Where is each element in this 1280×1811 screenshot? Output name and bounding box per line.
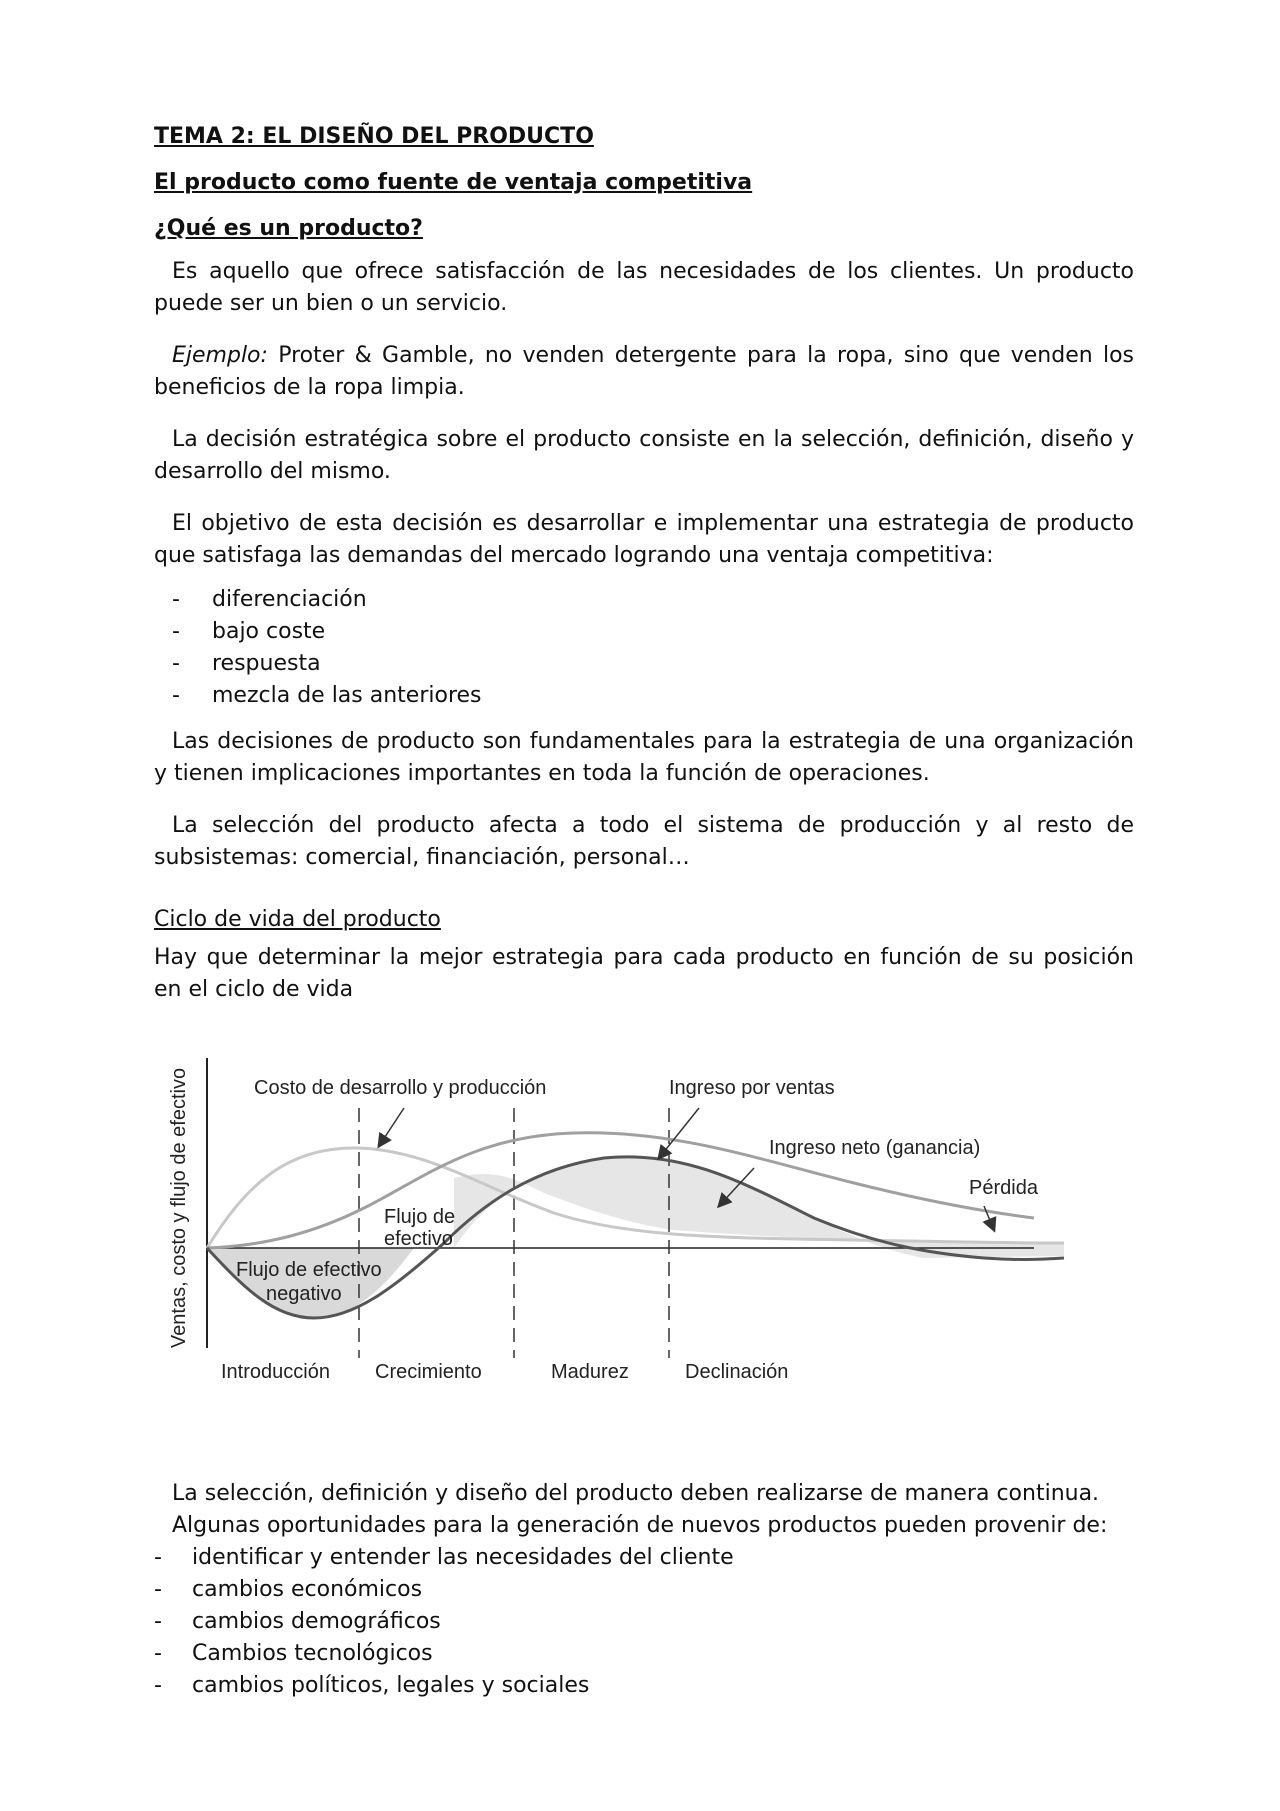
paragraph-continuous: La selección, definición y diseño del producto deben realizarse de manera continua. bbox=[172, 1481, 1100, 1506]
paragraph-life-cycle: Hay que determinar la mejor estrategia para cada producto en función de su posición en el ciclo de vida bbox=[154, 945, 1134, 1002]
list-item: - diferenciación bbox=[154, 584, 1134, 616]
life-cycle-chart-svg bbox=[154, 1018, 1134, 1438]
list-item: - Cambios tecnológicos bbox=[154, 1638, 1134, 1670]
paragraph-fundamental: Las decisiones de producto son fundamentales para la estrategia de una organización y tienen implicaciones importantes en toda la función de operaciones. bbox=[154, 729, 1134, 786]
list-item: - mezcla de las anteriores bbox=[154, 680, 1134, 712]
cost-label: Costo de desarrollo y producción bbox=[254, 1077, 547, 1099]
loss-label: Pérdida bbox=[969, 1177, 1038, 1199]
negative-cashflow-label-1: Flujo de efectivo bbox=[236, 1259, 382, 1281]
cost-arrow bbox=[379, 1108, 404, 1146]
list-item: - cambios económicos bbox=[154, 1574, 1134, 1606]
document-subtitle: El producto como fuente de ventaja competitiva bbox=[154, 170, 753, 195]
y-axis-label: Ventas, costo y flujo de efectivo bbox=[168, 1067, 190, 1349]
opportunities-list bbox=[154, 1542, 1134, 1702]
document-title: TEMA 2: EL DISEÑO DEL PRODUCTO bbox=[154, 124, 594, 149]
loss-arrow bbox=[984, 1206, 994, 1230]
life-cycle-chart bbox=[154, 1018, 1134, 1438]
list-item: - identificar y entender las necesidades del cliente bbox=[154, 1542, 1134, 1574]
list-item: - respuesta bbox=[154, 648, 1134, 680]
advantages-list bbox=[154, 584, 1134, 712]
paragraph-opportunities: Algunas oportunidades para la generación de nuevos productos pueden provenir de: bbox=[172, 1513, 1108, 1538]
cashflow-label-1: Flujo de bbox=[384, 1206, 456, 1228]
sales-arrow bbox=[659, 1108, 699, 1158]
paragraph-decision: La decisión estratégica sobre el producto consiste en la selección, definición, diseño y desarrollo del mismo. bbox=[154, 427, 1134, 484]
cashflow-label-2: efectivo bbox=[384, 1228, 453, 1250]
paragraph-selection: La selección del producto afecta a todo el sistema de producción y al resto de subsistemas: comercial, financiación, personal… bbox=[154, 813, 1134, 870]
example-label: Ejemplo: bbox=[172, 343, 268, 368]
paragraph-objective: El objetivo de esta decisión es desarrollar e implementar una estrategia de producto que satisfaga las demandas del mercado logrando una ventaja competitiva: bbox=[154, 511, 1134, 568]
list-item: - cambios políticos, legales y sociales bbox=[154, 1670, 1134, 1702]
list-item: - bajo coste bbox=[154, 616, 1134, 648]
negative-cashflow-label-2: negativo bbox=[266, 1283, 342, 1305]
continuation-section bbox=[154, 1478, 1134, 1702]
document-page bbox=[154, 122, 1134, 1702]
paragraph-definition: Es aquello que ofrece satisfacción de las necesidades de los clientes. Un producto puede ser un bien o un servicio. bbox=[154, 259, 1134, 316]
stage-label: Madurez bbox=[551, 1361, 629, 1383]
stage-label: Crecimiento bbox=[375, 1361, 482, 1383]
sales-label: Ingreso por ventas bbox=[669, 1077, 835, 1099]
paragraph-example bbox=[154, 340, 1134, 404]
stage-label: Introducción bbox=[221, 1361, 330, 1383]
section-question: ¿Qué es un producto? bbox=[154, 216, 423, 241]
net-income-label: Ingreso neto (ganancia) bbox=[769, 1137, 981, 1159]
section-life-cycle-title: Ciclo de vida del producto bbox=[154, 907, 441, 932]
stage-label: Declinación bbox=[685, 1361, 789, 1383]
example-text: Proter & Gamble, no venden detergente para la ropa, sino que venden los beneficios de la ropa limpia. bbox=[154, 343, 1134, 400]
list-item: - cambios demográficos bbox=[154, 1606, 1134, 1638]
